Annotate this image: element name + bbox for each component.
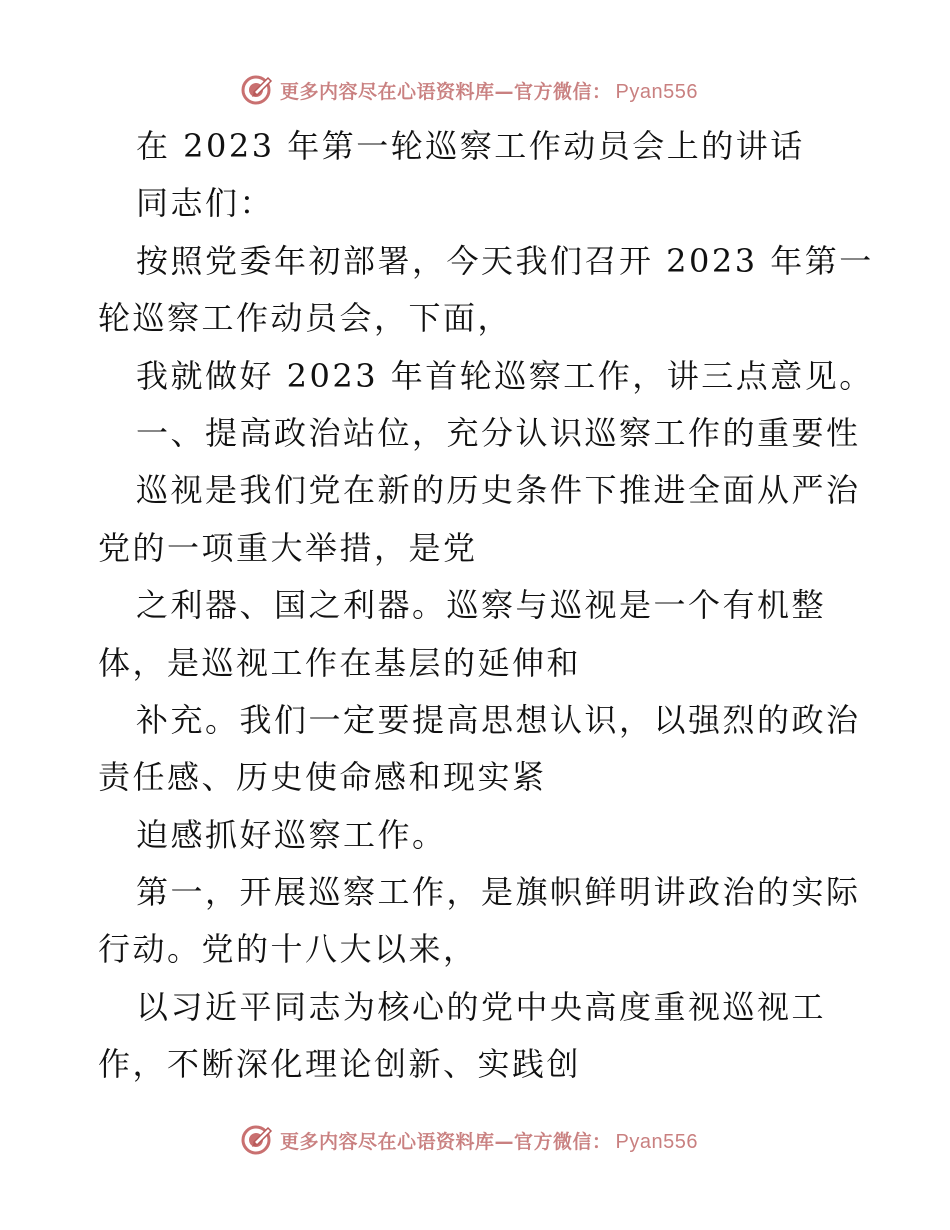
paragraph-line: 之利器、国之利器。巡察与巡视是一个有机整 [136, 586, 827, 625]
document-title: 在 2023 年第一轮巡察工作动员会上的讲话 [136, 127, 805, 165]
paragraph-line: 巡视是我们党在新的历史条件下推进全面从严治 [136, 471, 861, 510]
salutation: 同志们： [136, 184, 275, 223]
header-watermark [0, 70, 950, 110]
watermark-wechat-id: Pyan556 [615, 80, 698, 103]
watermark-text [280, 77, 698, 104]
paragraph-line: 补充。我们一定要提高思想认识，以强烈的政治 [136, 700, 861, 739]
footer-watermark [0, 1120, 950, 1160]
paragraph-line: 按照党委年初部署，今天我们召开 2023 年第一 [136, 241, 874, 280]
watermark-site-text: 更多内容尽在心语资料库 [280, 80, 495, 103]
section-heading: 一、提高政治站位，充分认识巡察工作的重要性 [136, 413, 861, 452]
watermark-text [280, 1127, 698, 1154]
watermark-separator: — [494, 80, 515, 103]
pen-logo-icon [240, 1123, 274, 1157]
paragraph-line: 作，不断深化理论创新、实践创 [98, 1045, 582, 1084]
paragraph-line: 责任感、历史使命感和现实紧 [98, 758, 547, 797]
watermark-site-text: 更多内容尽在心语资料库 [280, 1130, 495, 1153]
paragraph-line: 行动。党的十八大以来， [98, 930, 478, 969]
paragraph-line: 迫感抓好巡察工作。 [136, 815, 447, 854]
paragraph-line: 体，是巡视工作在基层的延伸和 [98, 643, 582, 682]
paragraph-line: 以习近平同志为核心的党中央高度重视巡视工 [136, 987, 827, 1026]
watermark-wechat-label: 官方微信： [514, 80, 612, 103]
watermark-wechat-label: 官方微信： [514, 1130, 612, 1153]
paragraph-line: 轮巡察工作动员会，下面， [98, 299, 513, 338]
paragraph-line: 第一，开展巡察工作，是旗帜鲜明讲政治的实际 [136, 873, 861, 912]
paragraph-line: 党的一项重大举措，是党 [98, 528, 478, 567]
watermark-wechat-id: Pyan556 [615, 1130, 698, 1153]
pen-logo-icon [240, 73, 274, 107]
watermark-separator: — [494, 1130, 515, 1153]
paragraph-line: 我就做好 2023 年首轮巡察工作，讲三点意见。 [136, 356, 874, 395]
document-body [98, 118, 874, 1094]
